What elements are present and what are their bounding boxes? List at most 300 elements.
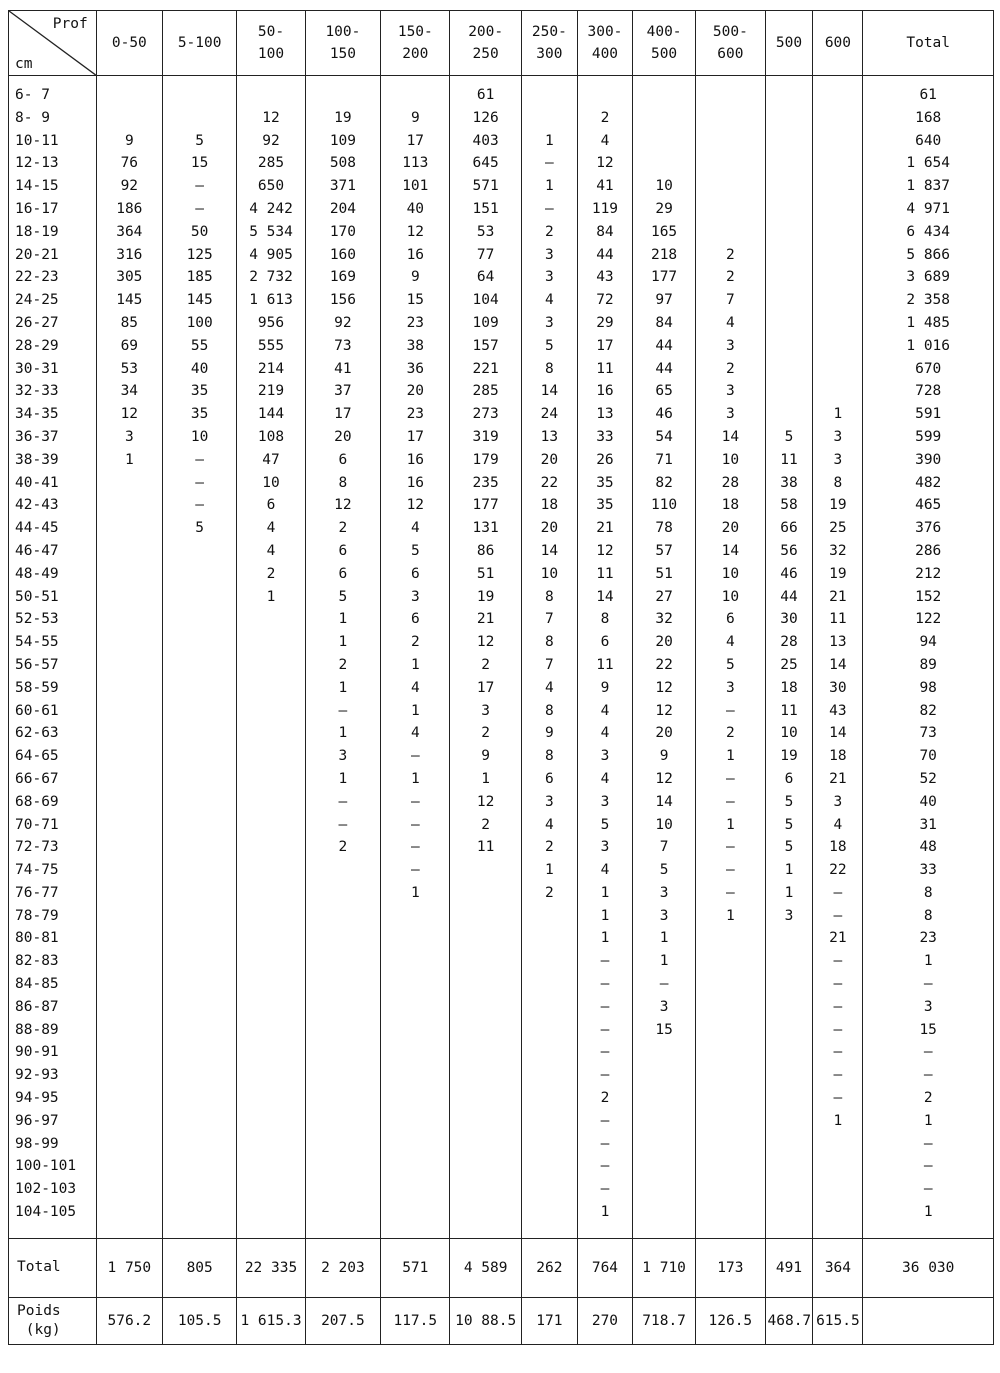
depth-label: 28-29 [9,335,97,358]
table-cell [96,654,162,677]
table-cell: 40 [381,198,450,221]
table-cell [632,1041,695,1064]
table-cell: – [696,700,765,723]
table-cell: 2 [237,563,305,586]
table-cell: 1 [577,927,632,950]
table-row [9,1087,994,1110]
table-row [9,563,994,586]
table-cell: – [696,859,765,882]
table-cell [381,1155,450,1178]
table-cell [96,1019,162,1042]
table-cell: 13 [577,403,632,426]
table-cell: 5 [381,540,450,563]
table-cell [696,107,765,130]
table-cell: 1 [813,1110,863,1133]
table-cell [305,859,380,882]
table-cell [96,1133,162,1156]
table-cell [237,768,305,791]
table-cell: 125 [162,244,236,267]
table-cell: – [577,1178,632,1201]
depth-label: 20-21 [9,244,97,267]
table-cell [96,882,162,905]
table-row [9,517,994,540]
table-cell: 4 [577,722,632,745]
table-row [9,996,994,1019]
total-cell: 4 589 [450,1238,521,1297]
table-cell: – [696,882,765,905]
table-cell: 3 [632,905,695,928]
table-cell [632,1133,695,1156]
poids-cell: 615.5 [813,1297,863,1344]
table-cell: 9 [577,677,632,700]
table-cell [162,1178,236,1201]
table-cell: 92 [96,175,162,198]
table-cell [381,1064,450,1087]
table-cell: 2 [305,654,380,677]
poids-cell [863,1297,994,1344]
depth-label: 76-77 [9,882,97,905]
table-cell: – [577,996,632,1019]
table-cell: 18 [765,677,813,700]
table-cell: 4 [577,768,632,791]
table-cell: 21 [813,768,863,791]
table-cell: 371 [305,175,380,198]
table-row [9,266,994,289]
table-cell: 64 [450,266,521,289]
table-cell [765,266,813,289]
table-cell: 10 [696,449,765,472]
table-cell [765,403,813,426]
total-label: Total [9,1238,97,1297]
table-cell: 177 [632,266,695,289]
table-row [9,175,994,198]
table-row [9,540,994,563]
table-cell [521,1087,577,1110]
table-cell: 12 [632,700,695,723]
table-cell [765,996,813,1019]
table-cell: 12 [577,152,632,175]
table-cell [521,905,577,928]
table-row [9,335,994,358]
table-cell [162,540,236,563]
table-cell: – [305,814,380,837]
table-cell: 285 [237,152,305,175]
table-cell: 44 [632,335,695,358]
table-cell [381,1201,450,1238]
table-cell [162,1110,236,1133]
table-cell: – [577,973,632,996]
table-cell: 1 [381,700,450,723]
table-cell [521,1133,577,1156]
table-cell: 1 [863,1110,994,1133]
table-cell [450,1110,521,1133]
table-cell: 84 [632,312,695,335]
depth-label: 34-35 [9,403,97,426]
table-cell [237,1110,305,1133]
table-cell: 2 [521,882,577,905]
table-cell: 86 [450,540,521,563]
table-cell: 108 [237,426,305,449]
table-cell [813,1178,863,1201]
table-cell [450,1133,521,1156]
table-cell: 101 [381,175,450,198]
table-cell [305,1041,380,1064]
table-cell [162,814,236,837]
table-cell [96,927,162,950]
table-cell: 52 [863,768,994,791]
table-cell: 31 [863,814,994,837]
table-row [9,1019,994,1042]
table-cell: 12 [632,768,695,791]
table-cell [162,1064,236,1087]
table-cell [237,836,305,859]
table-cell: – [863,1133,994,1156]
table-cell: 4 [381,517,450,540]
table-cell: 2 [696,358,765,381]
table-cell: 38 [381,335,450,358]
table-cell: 1 [632,950,695,973]
table-cell [450,1041,521,1064]
table-row [9,130,994,153]
column-header: 200- 250 [450,11,521,76]
table-cell: 1 [863,950,994,973]
table-cell [450,1064,521,1087]
table-cell: – [162,494,236,517]
table-cell [237,973,305,996]
table-cell: – [696,768,765,791]
table-cell: 5 [162,517,236,540]
table-cell [96,1155,162,1178]
table-cell: 33 [577,426,632,449]
table-cell: 4 905 [237,244,305,267]
table-cell: 13 [521,426,577,449]
table-cell [237,1155,305,1178]
table-cell [696,1201,765,1238]
table-cell: 5 [632,859,695,882]
table-cell: 10 [696,586,765,609]
table-cell: 151 [450,198,521,221]
table-cell: 17 [450,677,521,700]
poids-cell: 207.5 [305,1297,380,1344]
table-cell: 3 [521,266,577,289]
table-cell [381,1133,450,1156]
depth-label: 32-33 [9,380,97,403]
table-cell: 35 [162,380,236,403]
table-cell: – [305,791,380,814]
table-cell [765,358,813,381]
table-cell: 12 [577,540,632,563]
table-cell: 3 [863,996,994,1019]
table-cell [521,1110,577,1133]
poids-cell: 1 615.3 [237,1297,305,1344]
table-cell: 214 [237,358,305,381]
table-cell [765,130,813,153]
table-cell [162,722,236,745]
table-cell [813,1155,863,1178]
table-cell: 465 [863,494,994,517]
table-cell [96,1087,162,1110]
table-cell: – [577,1155,632,1178]
table-cell: 10 [237,472,305,495]
table-cell: 591 [863,403,994,426]
table-cell: 219 [237,380,305,403]
depth-label: 24-25 [9,289,97,312]
table-cell [237,814,305,837]
table-cell: – [381,814,450,837]
table-row [9,289,994,312]
table-cell: 22 [632,654,695,677]
table-cell [813,152,863,175]
table-cell: 19 [305,107,380,130]
table-cell [305,1087,380,1110]
table-cell: 170 [305,221,380,244]
table-cell: 92 [237,130,305,153]
total-row [9,1238,994,1297]
table-cell: 7 [632,836,695,859]
table-cell: 221 [450,358,521,381]
table-cell [381,1178,450,1201]
poids-cell: 718.7 [632,1297,695,1344]
table-cell: 3 [632,996,695,1019]
table-cell [765,1178,813,1201]
table-cell [162,768,236,791]
poids-cell: 117.5 [381,1297,450,1344]
table-row [9,494,994,517]
poids-cell: 126.5 [696,1297,765,1344]
table-cell [450,882,521,905]
table-cell: – [577,1041,632,1064]
table-cell: 3 [696,380,765,403]
depth-label: 54-55 [9,631,97,654]
table-cell: 28 [696,472,765,495]
table-cell: 44 [632,358,695,381]
table-cell [765,1064,813,1087]
table-cell: 109 [450,312,521,335]
table-cell: 6 [305,563,380,586]
table-cell: – [813,973,863,996]
table-cell [381,76,450,107]
table-cell [765,950,813,973]
table-cell: – [863,1155,994,1178]
table-cell: 50 [162,221,236,244]
table-cell [696,152,765,175]
table-cell: 66 [765,517,813,540]
table-row [9,745,994,768]
table-cell: 9 [521,722,577,745]
table-cell: 1 [765,859,813,882]
table-cell [305,76,380,107]
table-cell: 4 [696,631,765,654]
table-cell [237,859,305,882]
table-cell [96,107,162,130]
table-cell [96,586,162,609]
table-cell: 41 [305,358,380,381]
table-cell [162,1201,236,1238]
table-cell [696,1019,765,1042]
table-cell: 9 [450,745,521,768]
table-row [9,312,994,335]
table-cell [632,1110,695,1133]
table-cell: 390 [863,449,994,472]
table-cell [237,1019,305,1042]
table-cell: 4 [577,859,632,882]
table-cell [162,76,236,107]
table-cell: 12 [450,631,521,654]
table-cell [96,1201,162,1238]
table-cell [632,152,695,175]
table-row [9,927,994,950]
table-cell: – [162,472,236,495]
poids-cell: 171 [521,1297,577,1344]
table-cell: 126 [450,107,521,130]
table-cell [162,586,236,609]
table-cell [162,107,236,130]
table-cell: 5 [765,836,813,859]
table-cell: 73 [863,722,994,745]
table-cell: 2 [305,517,380,540]
table-row [9,791,994,814]
table-cell: 2 [450,654,521,677]
table-cell: 15 [863,1019,994,1042]
table-cell [521,996,577,1019]
total-cell: 36 030 [863,1238,994,1297]
table-cell: – [813,1019,863,1042]
depth-label: 48-49 [9,563,97,586]
table-cell: 3 [577,791,632,814]
table-cell [813,175,863,198]
column-header: 500- 600 [696,11,765,76]
corner-header-cm: cm [15,56,33,72]
table-cell: 17 [305,403,380,426]
table-cell: 1 [381,654,450,677]
table-cell: 1 016 [863,335,994,358]
table-cell: 3 [765,905,813,928]
table-row [9,472,994,495]
table-cell [813,244,863,267]
poids-cell: 576.2 [96,1297,162,1344]
table-cell: 70 [863,745,994,768]
table-cell: 54 [632,426,695,449]
depth-label: 62-63 [9,722,97,745]
table-cell: – [863,1041,994,1064]
table-cell [696,76,765,107]
table-cell: 56 [765,540,813,563]
table-cell [237,722,305,745]
table-cell [162,1087,236,1110]
table-row [9,814,994,837]
table-row [9,836,994,859]
table-cell: 72 [577,289,632,312]
table-cell [765,221,813,244]
table-cell: 508 [305,152,380,175]
table-cell [305,1133,380,1156]
table-cell [305,1110,380,1133]
table-cell [696,1041,765,1064]
table-cell [96,517,162,540]
table-cell [162,927,236,950]
table-cell [381,927,450,950]
depth-label: 84-85 [9,973,97,996]
table-cell: 14 [696,426,765,449]
poids-cell: 105.5 [162,1297,236,1344]
table-cell: 16 [381,472,450,495]
depth-label: 104-105 [9,1201,97,1238]
table-row [9,358,994,381]
table-cell: 14 [813,722,863,745]
table-cell: 69 [96,335,162,358]
table-cell: 8 [305,472,380,495]
table-cell [96,950,162,973]
table-cell: – [813,905,863,928]
table-cell [237,700,305,723]
table-cell: 35 [577,494,632,517]
table-cell: 78 [632,517,695,540]
table-cell: 157 [450,335,521,358]
table-cell: 4 [521,677,577,700]
table-cell: 640 [863,130,994,153]
table-cell: 1 [381,882,450,905]
table-cell: 319 [450,426,521,449]
depth-label: 74-75 [9,859,97,882]
table-cell: 22 [521,472,577,495]
table-cell: 4 [521,289,577,312]
depth-label: 68-69 [9,791,97,814]
table-cell: 8 [863,882,994,905]
table-cell: 21 [813,586,863,609]
total-cell: 364 [813,1238,863,1297]
table-cell: 11 [765,449,813,472]
table-cell: 32 [632,608,695,631]
table-cell: 2 [521,221,577,244]
table-cell [162,608,236,631]
table-cell: 316 [96,244,162,267]
table-cell: 3 [577,745,632,768]
table-cell [765,380,813,403]
table-cell: – [863,1178,994,1201]
table-cell: 20 [305,426,380,449]
depth-label: 46-47 [9,540,97,563]
table-cell: 76 [96,152,162,175]
table-cell: 8 [521,631,577,654]
table-cell: – [162,175,236,198]
table-cell: 7 [696,289,765,312]
table-cell: 599 [863,426,994,449]
table-cell: 555 [237,335,305,358]
table-cell: 1 [577,1201,632,1238]
depth-label: 78-79 [9,905,97,928]
table-cell [813,380,863,403]
table-row [9,107,994,130]
table-cell [632,1087,695,1110]
table-cell: 1 485 [863,312,994,335]
table-cell: 1 [696,814,765,837]
table-cell: 305 [96,266,162,289]
table-cell [450,1201,521,1238]
table-cell [765,1110,813,1133]
total-cell: 805 [162,1238,236,1297]
table-cell [305,1178,380,1201]
table-cell: 1 [96,449,162,472]
table-cell: 145 [96,289,162,312]
table-cell: 119 [577,198,632,221]
table-cell [765,289,813,312]
table-body [9,76,994,1239]
table-cell: 4 [577,130,632,153]
table-cell: – [813,950,863,973]
table-cell: 728 [863,380,994,403]
table-cell: 109 [305,130,380,153]
depth-label: 10-11 [9,130,97,153]
